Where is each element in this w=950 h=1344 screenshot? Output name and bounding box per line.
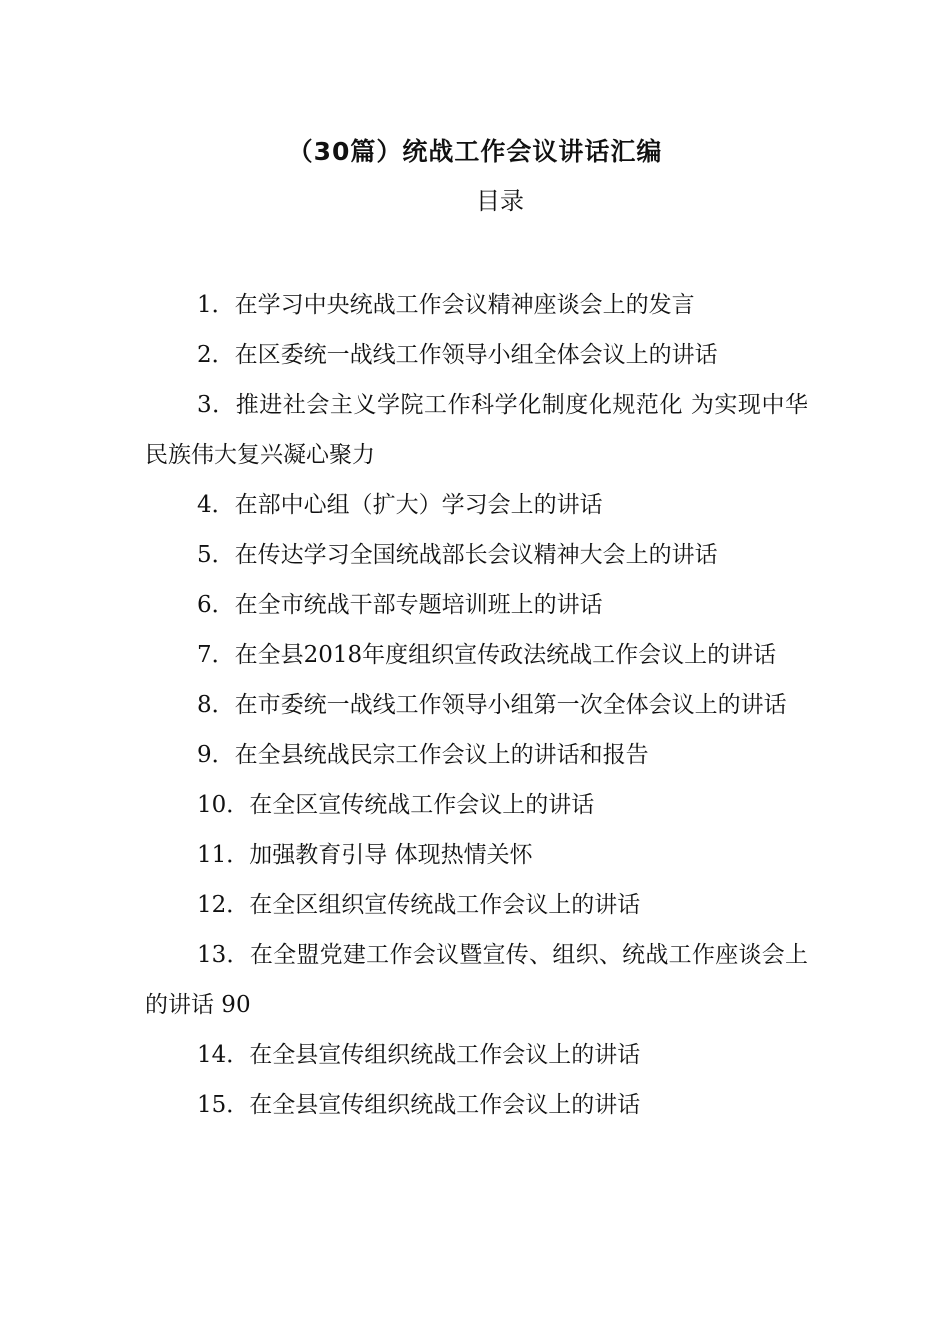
toc-item bbox=[145, 680, 808, 730]
toc-item-number: 3 bbox=[197, 392, 212, 418]
toc-item-number: 7 bbox=[197, 642, 212, 668]
toc-item bbox=[145, 580, 808, 630]
toc-item-separator: ． bbox=[226, 942, 250, 968]
toc-item-text: 在全县2018年度组织宣传政法统战工作会议上的讲话 bbox=[234, 642, 777, 668]
toc-list bbox=[145, 280, 808, 1130]
toc-item bbox=[145, 480, 808, 530]
toc-item bbox=[145, 1080, 808, 1130]
toc-item-separator: ． bbox=[211, 692, 235, 718]
toc-item-separator: ． bbox=[211, 392, 236, 418]
toc-item-text: 在部中心组（扩大）学习会上的讲话 bbox=[234, 492, 603, 518]
toc-item-number: 15 bbox=[197, 1092, 227, 1118]
toc-item-separator: ． bbox=[211, 542, 235, 568]
toc-item-separator: ． bbox=[211, 292, 235, 318]
toc-item-separator: ． bbox=[226, 842, 250, 868]
toc-item-text: 在全区组织宣传统战工作会议上的讲话 bbox=[249, 892, 641, 918]
toc-item-separator: ． bbox=[211, 742, 235, 768]
toc-item bbox=[145, 730, 808, 780]
toc-item-separator: ． bbox=[211, 492, 235, 518]
toc-item bbox=[145, 930, 808, 1030]
toc-item-text: 推进社会主义学院工作科学化制度化规范化 为实现中华民族伟大复兴凝心聚力 bbox=[145, 392, 809, 468]
toc-item bbox=[145, 530, 808, 580]
toc-item-number: 13 bbox=[197, 942, 227, 968]
toc-item-number: 12 bbox=[197, 892, 227, 918]
toc-item-number: 2 bbox=[197, 342, 212, 368]
document-title: （30篇）统战工作会议讲话汇编 bbox=[287, 137, 663, 166]
toc-item-number: 6 bbox=[197, 592, 212, 618]
toc-item-text: 在市委统一战线工作领导小组第一次全体会议上的讲话 bbox=[234, 692, 787, 718]
toc-item-separator: ． bbox=[211, 642, 235, 668]
toc-item bbox=[145, 830, 808, 880]
toc-item-separator: ． bbox=[226, 1042, 250, 1068]
toc-item-separator: ． bbox=[211, 342, 235, 368]
toc-item bbox=[145, 330, 808, 380]
toc-item-text: 在全区宣传统战工作会议上的讲话 bbox=[249, 792, 595, 818]
toc-item-text: 在全县统战民宗工作会议上的讲话和报告 bbox=[234, 742, 649, 768]
toc-item bbox=[145, 630, 808, 680]
toc-item-separator: ． bbox=[226, 892, 250, 918]
toc-item bbox=[145, 780, 808, 830]
toc-item-text: 在全盟党建工作会议暨宣传、组织、统战工作座谈会上的讲话 90 bbox=[145, 942, 809, 1018]
toc-item-number: 10 bbox=[197, 792, 227, 818]
toc-item-number: 1 bbox=[197, 292, 212, 318]
toc-item-text: 加强教育引导 体现热情关怀 bbox=[249, 842, 533, 868]
toc-item-number: 11 bbox=[197, 842, 227, 868]
toc-item-separator: ． bbox=[226, 792, 250, 818]
toc-item-number: 9 bbox=[197, 742, 212, 768]
toc-item bbox=[145, 380, 808, 480]
toc-item-text: 在全县宣传组织统战工作会议上的讲话 bbox=[249, 1092, 641, 1118]
toc-item bbox=[145, 1030, 808, 1080]
toc-item-text: 在区委统一战线工作领导小组全体会议上的讲话 bbox=[234, 342, 718, 368]
toc-item-text: 在传达学习全国统战部长会议精神大会上的讲话 bbox=[234, 542, 718, 568]
toc-item bbox=[145, 880, 808, 930]
toc-item-separator: ． bbox=[226, 1092, 250, 1118]
toc-heading: 目录 bbox=[476, 187, 524, 215]
toc-item-separator: ． bbox=[211, 592, 235, 618]
toc-item-text: 在学习中央统战工作会议精神座谈会上的发言 bbox=[234, 292, 695, 318]
toc-item-number: 14 bbox=[197, 1042, 227, 1068]
toc-item bbox=[145, 280, 808, 330]
toc-item-number: 8 bbox=[197, 692, 212, 718]
toc-item-number: 4 bbox=[197, 492, 212, 518]
toc-item-number: 5 bbox=[197, 542, 212, 568]
toc-item-text: 在全县宣传组织统战工作会议上的讲话 bbox=[249, 1042, 641, 1068]
toc-item-text: 在全市统战干部专题培训班上的讲话 bbox=[234, 592, 603, 618]
